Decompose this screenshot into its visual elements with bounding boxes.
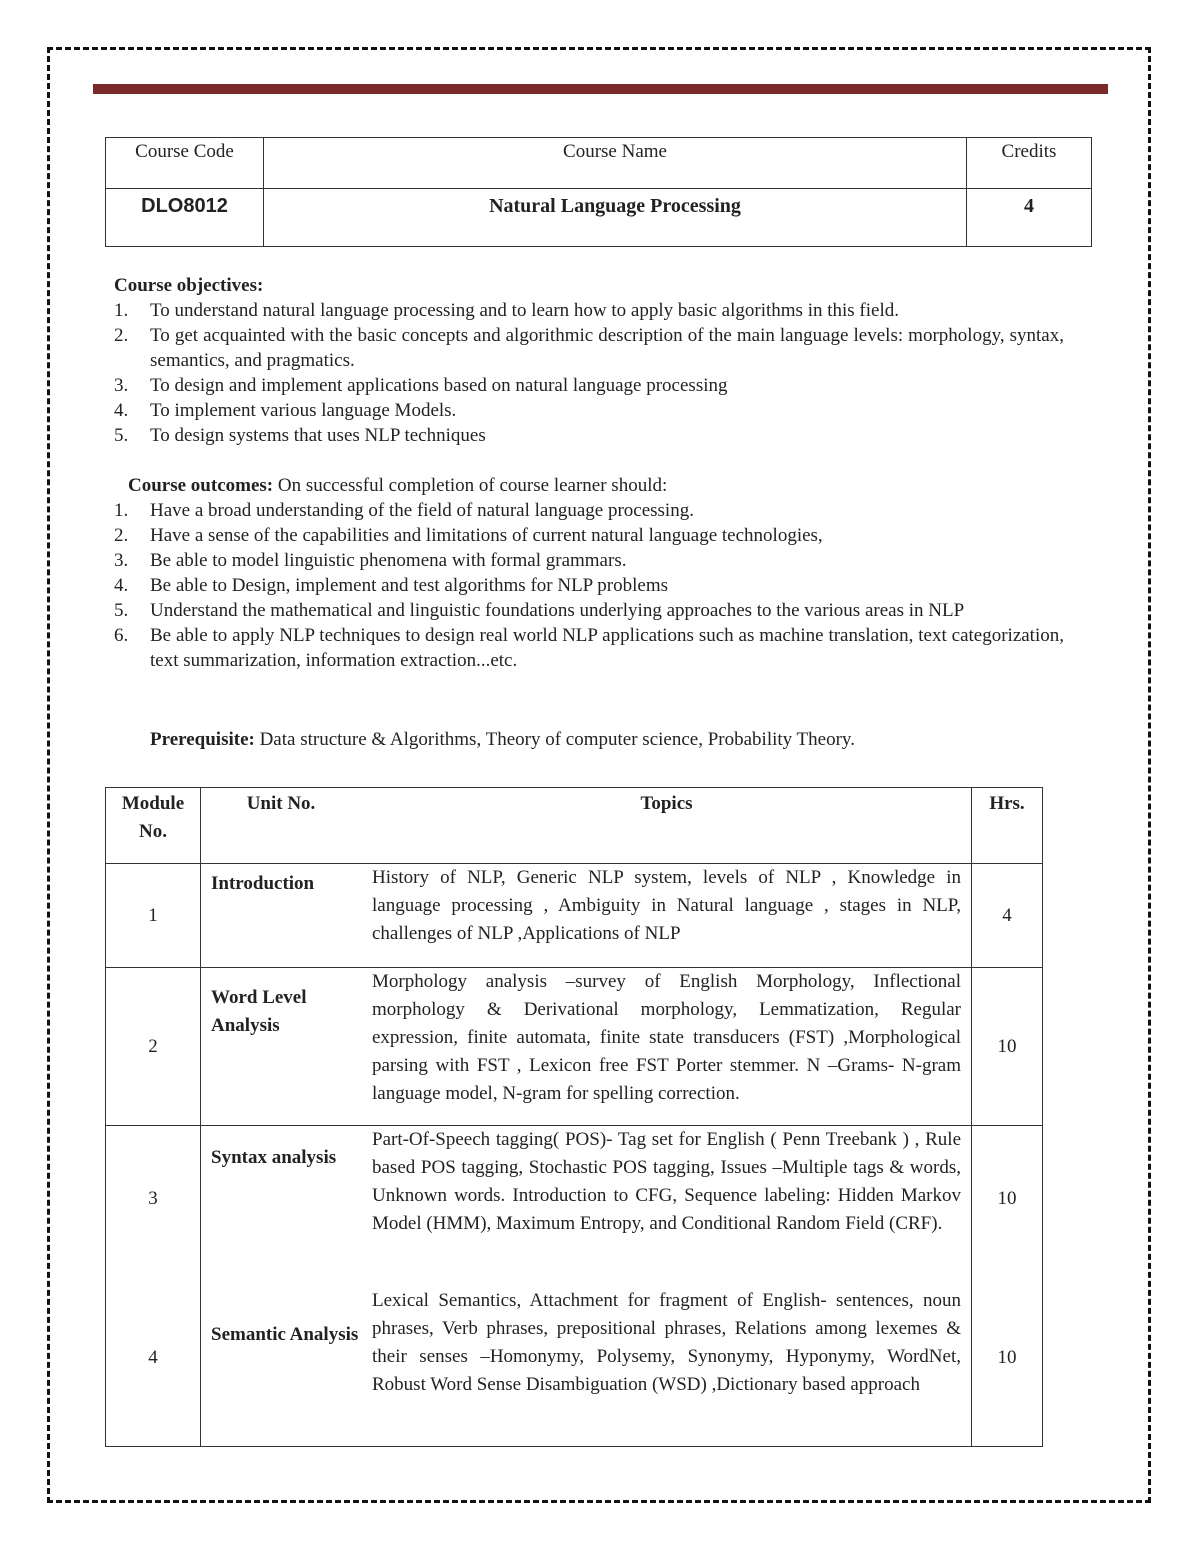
list-item: 1. To understand natural language processing and to learn how to apply basic algorithms in this field. — [114, 300, 899, 321]
hours-value: 10 — [972, 968, 1043, 1126]
course-value-row — [106, 189, 1092, 247]
course-name-header: Course Name — [264, 138, 967, 189]
module-number: 2 — [106, 968, 201, 1126]
hours-group — [972, 1126, 1043, 1447]
list-item: 1. Have a broad understanding of the field of natural language processing. — [114, 500, 694, 521]
unit-name: Semantic Analysis — [211, 1324, 359, 1345]
course-info-table — [105, 137, 1092, 247]
course-name: Natural Language Processing — [264, 189, 967, 247]
course-credits: 4 — [967, 189, 1092, 247]
modules-table — [105, 787, 1043, 1447]
hours-value: 10 — [997, 1347, 1017, 1368]
course-objectives — [114, 273, 1064, 448]
outcomes-intro: On successful completion of course learner should: — [277, 475, 668, 496]
module-number-group — [106, 1126, 201, 1447]
table-row — [106, 1126, 1043, 1447]
course-header-row — [106, 138, 1092, 189]
list-item: 4. Be able to Design, implement and test algorithms for NLP problems — [114, 575, 669, 596]
course-outcomes — [114, 473, 1064, 673]
topics-cell: Morphology analysis –survey of English Morphology, Inflectional morphology & Derivational morphology, Lemmatization, Regular expression, finite automata, finite state transducers (FST) ,Morphological parsing with FST , Lexicon free FST Porter stemmer. N –Grams- N-gram language model, N-gram for spelling correction. — [362, 968, 972, 1126]
module-number: 1 — [106, 864, 201, 968]
outcomes-heading — [114, 473, 1064, 498]
list-item: 5. To design systems that uses NLP techniques — [114, 425, 486, 446]
unit-no-header: Unit No. — [201, 788, 363, 864]
course-code: DLO8012 — [106, 189, 264, 247]
hours-value: 10 — [997, 1188, 1017, 1209]
objectives-list — [114, 298, 1064, 448]
topics-cell: Lexical Semantics, Attachment for fragment of English- sentences, noun phrases, Verb phrases, prepositional phrases, Relations among lexemes & their senses –Homonymy, Polysemy, Synonymy, Hyponymy, WordNet, Robust Word Sense Disambiguation (WSD) ,Dictionary based approach — [372, 1290, 961, 1395]
header-rule — [93, 84, 1108, 94]
unit-name: Word Level Analysis — [201, 968, 363, 1126]
credits-header: Credits — [967, 138, 1092, 189]
unit-name: Introduction — [201, 864, 363, 968]
prerequisite-label: Prerequisite: — [150, 729, 255, 750]
list-item: 3. Be able to model linguistic phenomena with formal grammars. — [114, 550, 627, 571]
table-row — [106, 968, 1043, 1126]
hours-value: 4 — [972, 864, 1043, 968]
course-code-header: Course Code — [106, 138, 264, 189]
topics-cell: History of NLP, Generic NLP system, levels of NLP , Knowledge in language processing , Ambiguity in Natural language , stages in NLP, challenges of NLP ,Applications of NLP — [362, 864, 972, 968]
outcomes-list — [114, 498, 1064, 673]
topics-group — [362, 1126, 972, 1447]
module-number: 3 — [148, 1188, 158, 1209]
list-item: 5. Understand the mathematical and linguistic foundations underlying approaches to the various areas in NLP — [114, 600, 965, 621]
table-row — [106, 864, 1043, 968]
list-item: 6. Be able to apply NLP techniques to design real world NLP applications such as machine translation, text categorization, text summarization, information extraction...etc. — [114, 625, 1064, 671]
outcomes-title: Course outcomes: — [128, 475, 274, 496]
list-item: 4. To implement various language Models. — [114, 400, 457, 421]
module-number: 4 — [148, 1347, 158, 1368]
prerequisite-text: Data structure & Algorithms, Theory of computer science, Probability Theory. — [259, 729, 855, 750]
topics-cell: Part-Of-Speech tagging( POS)- Tag set for English ( Penn Treebank ) , Rule based POS tagging, Stochastic POS tagging, Issues –Multiple tags & words, Unknown words. Introduction to CFG, Sequence labeling: Hidden Markov Model (HMM), Maximum Entropy, and Conditional Random Field (CRF). — [372, 1129, 961, 1234]
module-no-header: Module No. — [106, 788, 201, 864]
list-item: 2. To get acquainted with the basic concepts and algorithmic description of the main language levels: morphology, syntax, semantics, and pragmatics. — [114, 325, 1064, 371]
modules-header-row — [106, 788, 1043, 864]
unit-name: Syntax analysis — [211, 1147, 337, 1168]
list-item: 3. To design and implement applications based on natural language processing — [114, 375, 728, 396]
prerequisite — [150, 727, 1050, 752]
hrs-header: Hrs. — [972, 788, 1043, 864]
list-item: 2. Have a sense of the capabilities and limitations of current natural language technologies, — [114, 525, 823, 546]
objectives-title: Course objectives: — [114, 275, 264, 296]
topics-header: Topics — [362, 788, 972, 864]
unit-name-group — [201, 1126, 363, 1447]
